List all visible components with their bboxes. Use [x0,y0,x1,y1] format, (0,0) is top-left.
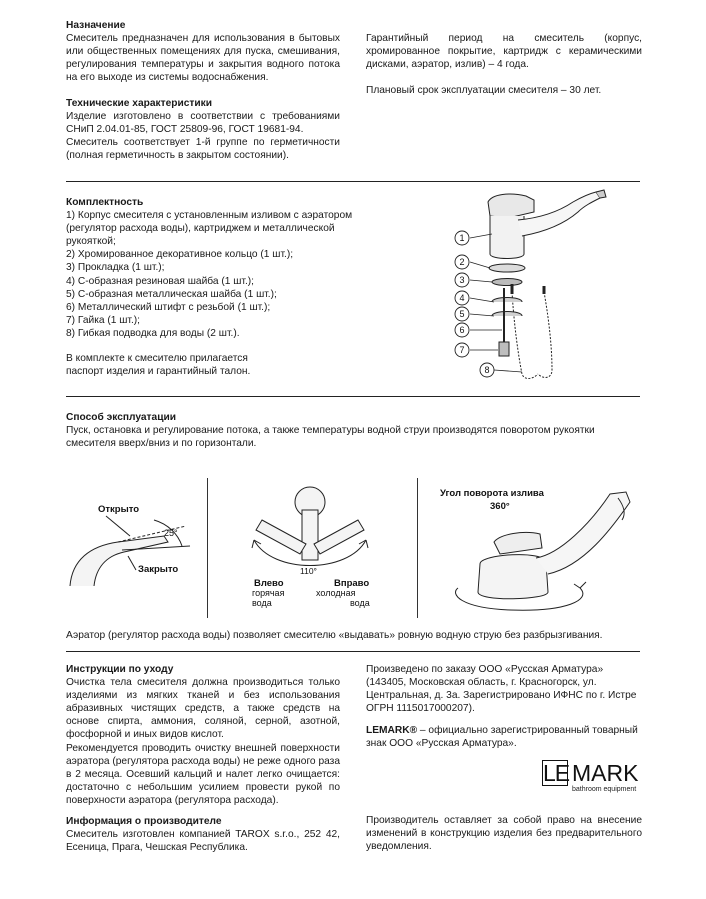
callout-label: 6 [459,325,465,335]
decorative-ring [489,264,525,272]
kit-item: 6) Металлический штифт с резьбой (1 шт.); [66,301,271,313]
care-text-1: Очистка тела смесителя должна производиться только изделиями из мягких тканей и без использования абразивных чистящих средств, а также средств на основе спирта, аммония, соляной, серной, азотной, фосфорной и иных видов кислот. [66,677,340,741]
closed-label: Закрыто [138,564,179,575]
callout-label: 1 [459,233,465,243]
spout-angle-value: 360° [490,501,510,512]
specs-text-1: Изделие изготовлено в соответствии с требованиями СНиП 2.04.01-85, ГОСТ 25809-96, ГОСТ 19681-94. [66,111,340,136]
spout-angle-title: Угол поворота излива [440,488,544,499]
handle-left [256,520,306,554]
care-text-2: Рекомендуется проводить очистку внешней поверхности аэратора (регулятора расхода воды) не реже одного раза в 2 месяца. Осевший кальций и налет легко очищается: достаточно с небольшим усилием провести рукой по поверхности аэратора (регулятора расхода). [66,742,340,806]
manufacturer-title: Информация о производителе [66,816,222,828]
divider [66,651,640,652]
left-label: Влево [254,578,284,589]
callout-label: 4 [459,293,465,303]
kit-item: 5) С-образная металлическая шайба (1 шт.); [66,288,277,300]
kit-item: 7) Гайка (1 шт.); [66,314,141,326]
vertical-divider [207,478,208,618]
purpose-block [66,19,340,84]
callout-label: 5 [459,309,465,319]
operation-title: Способ эксплуатации [66,412,176,423]
divider [66,181,640,182]
kit-item: рукояткой; [66,236,116,248]
kit-block [66,196,366,378]
cold-water-label: холодная [316,588,356,598]
hot-water-label: горячая [252,588,285,598]
divider [66,396,640,397]
rights-text: Производитель оставляет за собой право на внесение изменений в конструкцию изделия без предварительного уведомления. [366,815,642,853]
brand-name: LEMARK® [366,725,418,737]
hot-water-label-2: вода [252,598,272,608]
logo-tagline: bathroom equipment [572,786,637,793]
service-life-text: Плановый срок эксплуатации смесителя – 30 лет. [366,85,602,97]
callout-label: 2 [459,257,465,267]
care-block [66,663,340,854]
care-title: Инструкции по уходу [66,664,174,675]
kit-item: (регулятор расхода воды), картриджем и металлической [66,223,335,235]
gasket [492,279,522,286]
lever-rotation-diagram [232,478,382,608]
faucet-body [478,555,548,599]
producer-block [366,663,642,751]
callout-label: 7 [459,345,465,355]
rights-block [366,814,642,853]
open-label: Открыто [98,504,140,515]
right-label: Вправо [334,578,370,589]
angle-25-label: 25° [164,528,178,538]
aerator-note: Аэратор (регулятор расхода воды) позволяет смесителю «выдавать» ровную водную струю без разбрызгивания. [66,630,603,641]
kit-list [66,209,366,340]
operation-text: Пуск, остановка и регулирование потока, а также температуры водной струи производятся поворотом рукоятки смесителя вверх/вниз и по горизонтали. [66,425,595,450]
brand-text: – официально зарегистрированный товарный знак ООО «Русская Арматура». [366,725,638,750]
specs-title: Технические характеристики [66,98,213,109]
lemark-logo [542,760,639,800]
purpose-text: Смеситель предназначен для использования в бытовых или общественных помещениях для пуска, смешивания, регулирования температуры и закрытия водного потока на его выходе из системы водоснабжения. [66,33,340,84]
spout-rotation-diagram [440,484,640,612]
logo-mark: MARK [572,760,639,786]
cold-water-label-2: вода [350,598,370,608]
kit-item: 1) Корпус смесителя с установленным изливом с аэратором [66,210,353,222]
specs-block [66,97,340,162]
metal-washer [492,312,522,317]
kit-title: Комплектность [66,197,144,208]
manufacturer-text: Смеситель изготовлен компанией TAROX s.r.o., 252 42, Есеница, Прага, Чешская Республика. [66,829,340,854]
vertical-divider [417,478,418,618]
logo-le: LE [543,760,570,786]
faucet-side [70,536,168,586]
hose-right [538,292,552,377]
warranty-block [366,32,642,97]
callout-label: 3 [459,275,465,285]
trademark-note [366,724,642,750]
specs-text-2: Смеситель соответствует 1-й группе по герметичности (полная герметичность в закрытом состоянии). [66,137,340,162]
exploded-faucet-diagram [448,184,618,384]
kit-item: 4) С-образная резиновая шайба (1 шт.); [66,275,255,287]
lever-updown-diagram [66,490,200,590]
warranty-text: Гарантийный период на смеситель (корпус, хромированное покрытие, картридж с керамическими дисками, аэратор, излив) – 4 года. [366,33,642,71]
kit-note: В комплекте к смесителю прилагается паспорт изделия и гарантийный талон. [66,353,251,378]
faucet-handle [488,194,534,218]
angle-110-label: 110° [300,566,317,576]
operation-block [66,411,644,450]
producer-text: Произведено по заказу ООО «Русская Арматура» (143405, Московская область, г. Красногорск, ул. Центральная, д. 3а. Зарегистрировано ИФНС по г. Истре ОГРН 1115017000207). [366,664,637,715]
nut [499,342,509,356]
handle-right [314,520,364,554]
faucet-spout [536,492,630,574]
hose-left [512,292,538,379]
purpose-title: Назначение [66,20,126,31]
faucet-handle [494,532,542,554]
callout-label: 8 [484,365,490,375]
kit-item: 3) Прокладка (1 шт.); [66,262,165,274]
kit-item: 8) Гибкая подводка для воды (2 шт.). [66,327,240,339]
rubber-washer [492,298,522,303]
handle-center [302,510,318,560]
kit-item: 2) Хромированное декоративное кольцо (1 шт.); [66,249,294,261]
